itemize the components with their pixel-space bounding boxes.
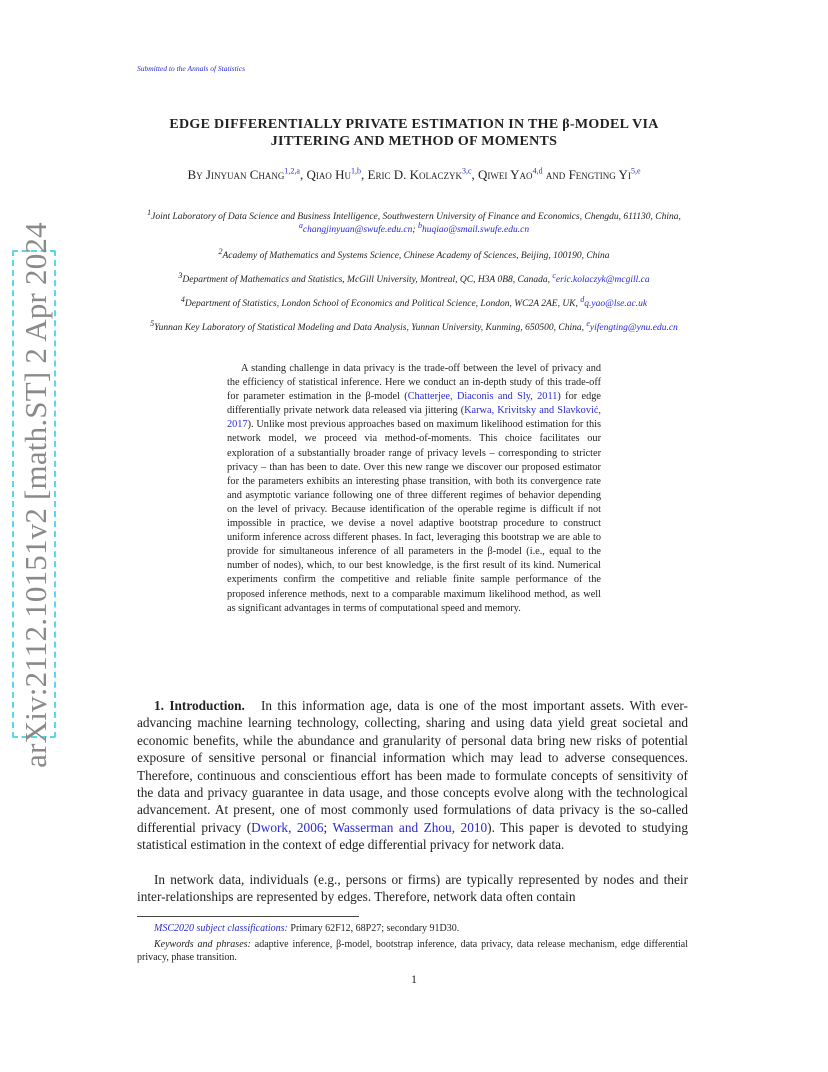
author-yi-affil[interactable]: 5,e [630,166,641,176]
author-hu-affil[interactable]: 1,b [351,166,361,176]
citation-wasserman[interactable]: Wasserman and Zhou, 2010 [332,819,488,835]
intro-paragraph-2 [137,871,688,906]
email-e-marker: e [586,318,590,328]
email-b-marker: b [417,220,422,230]
author-list [137,165,691,184]
by-prefix: By [187,167,206,182]
author-yao-affil[interactable]: 4,d [532,166,543,176]
title-line-1: EDGE DIFFERENTIALLY PRIVATE ESTIMATION IN THE β-MODEL VIA [169,117,659,132]
email-kolaczyk-link[interactable]: eric.kolaczyk@mcgill.ca [555,275,650,285]
affil-1-marker: 1 [147,207,152,217]
affil-3-marker: 3 [178,270,183,280]
msc-codes: Primary 62F12, 68P27; secondary 91D30. [287,923,460,934]
keywords-label: Keywords and phrases: [154,939,251,950]
footnote-msc [137,922,688,935]
affil-4-marker: 4 [180,294,185,304]
affiliation-2 [137,246,691,263]
affil-5-text: Yunnan Key Laboratory of Statistical Modeling and Data Analysis, Yunnan University, Kunming, 650500, China, [154,323,587,333]
email-yao-link[interactable]: q.yao@lse.ac.uk [584,299,648,309]
abstract-text-3: ). Unlike most previous approaches based on maximum likelihood estimation for this network model, we proceed via method-of-moments. This choice facilitates our exploration of a substantially broader range of privacy levels – corresponding to stricter privacy – than has been to date. Over this new range we discover our proposed estimator for the parameters exhibits an interesting phase transition, with both its convergence rate and asymptotic variance following one of three different regimes of behavior depending on the level of privacy. Because identification of the operable regime is difficult if not impossible in practice, we devise a novel adaptive bootstrap procedure to construct uniform inference across different phases. In fact, leveraging this bootstrap we are able to provide for simultaneous inference of all parameters in the β-model (i.e., equal to the number of nodes), which, to our best knowledge, is the first result of its kind. Numerical experiments confirm the competitive and reliable finite sample performance of the proposed inference methods, next to a comparable maximum likelihood method, as well as significant advantages in terms of computational speed and memory. [227,419,601,614]
email-chang-link[interactable]: changjinyuan@swufe.edu.cn [302,225,413,235]
citation-sep: ; [323,819,333,835]
email-a-marker: a [298,220,303,230]
affil-2-text: Academy of Mathematics and Systems Science, Chinese Academy of Sciences, Beijing, 100190, China [222,251,610,261]
citation-karwa[interactable]: Karwa, Krivitsky and Slavković, 2017 [227,405,601,431]
author-sep: , [471,167,479,182]
affil-1-sep: ; [412,225,418,235]
abstract-text-2: ) for edge differentially private network data released via jittering ( [227,391,601,417]
arxiv-identifier[interactable]: arXiv:2112.10151v2 [math.ST] 2 Apr 2024 [18,222,53,768]
abstract-text-1: A standing challenge in data privacy is the trade-off between the level of privacy and the efficiency of statistical inference. Here we conduct an in-depth study of this trade-off for parameter estimation in the β-model ( [227,363,601,403]
email-hu-link[interactable]: huqiao@smail.swufe.edu.cn [421,225,530,235]
author-kolaczyk-affil[interactable]: 3,c [461,166,472,176]
affiliation-1 [137,207,691,237]
citation-dwork[interactable]: Dwork, 2006 [251,819,324,835]
arxiv-stamp [12,222,60,768]
author-and: and [542,167,569,182]
page-number: 1 [411,972,417,986]
affil-5-marker: 5 [150,318,155,328]
email-yi-link[interactable]: yifengting@ynu.edu.cn [589,323,678,333]
section-heading-introduction: 1. Introduction. [154,698,245,713]
footnote-divider [137,916,359,917]
author-yao: Qiwei Yao [478,167,533,182]
affiliation-4 [137,294,691,311]
author-sep: , [361,167,368,182]
author-kolaczyk: Eric D. Kolaczyk [367,167,462,182]
keywords-text: adaptive inference, β-model, bootstrap inference, data privacy, data release mechanism, edge differential privacy, phase transition. [137,939,688,963]
footnote-keywords [137,938,688,964]
paper-title [137,116,691,150]
abstract [227,362,601,616]
affil-2-marker: 2 [218,246,223,256]
affiliation-5 [137,318,691,335]
intro-text-2: In network data, individuals (e.g., persons or firms) are typically represented by nodes and their inter-relationships are represented by edges. Therefore, network data often contain [137,872,688,905]
journal-header-note: Submitted to the Annals of Statistics [137,64,245,73]
affil-4-text: Department of Statistics, London School of Economics and Political Science, London, WC2A 2AE, UK, [184,299,581,309]
affil-3-text: Department of Mathematics and Statistics, McGill University, Montreal, QC, H3A 0B8, Canada, [182,275,553,285]
title-line-2: JITTERING AND METHOD OF MOMENTS [270,134,558,149]
intro-text-1b: ). This paper is devoted to studying statistical estimation in the context of edge differential privacy for network data. [137,819,688,853]
citation-chatterjee[interactable]: Chatterjee, Diaconis and Sly, 2011 [407,391,558,403]
author-chang-affil[interactable]: 1,2,a [284,166,300,176]
intro-paragraph-1 [137,697,688,854]
author-yi: Fengting Yi [568,167,631,182]
email-d-marker: d [580,294,585,304]
author-chang: Jinyuan Chang [205,167,285,182]
affiliation-3 [137,270,691,287]
email-c-marker: c [552,270,556,280]
author-hu: Qiao Hu [306,167,351,182]
intro-text-1a: In this information age, data is one of the most important assets. With ever-advancing machine learning technology, collecting, sharing and using data yield great societal and economic benefits, while the abundance and granularity of personal data bring new risks of potential exposure of sensitive personal or financial information which may lead to adverse consequences. Therefore, continuous and conscientious effort has been made to formulate concepts of sensitivity of the data and privacy guarantee in data usage, and those concepts evolve along with the technological advancement. At present, one of most commonly used formulations of data privacy is the so-called differential privacy ( [137,698,688,835]
author-sep: , [299,167,307,182]
msc-label-link[interactable]: MSC2020 subject classifications: [154,923,288,934]
affil-1-text: Joint Laboratory of Data Science and Business Intelligence, Southwestern University of Finance and Economics, Chengdu, 611130, China, [151,212,681,222]
